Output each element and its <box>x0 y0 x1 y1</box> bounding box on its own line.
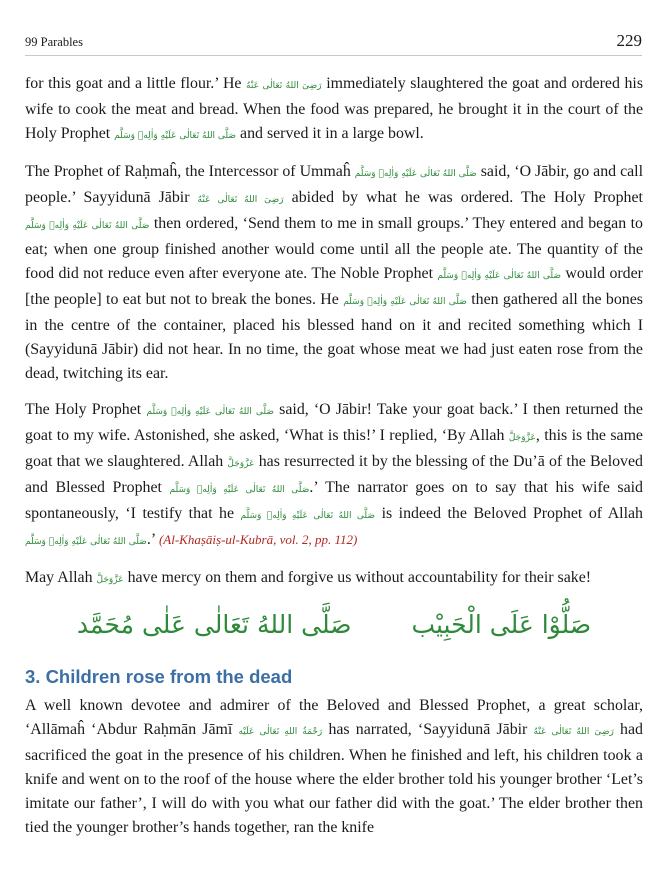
honorific-azza-wa-jal: عَزَّوَجَلَّ <box>96 575 124 585</box>
honorific-sallallahu: صَلَّی اللهُ تَعَالٰی عَلَیْهِ وَاٰلِهٖ وَسَلَّم <box>114 131 237 141</box>
text-segment: A well known devotee and admirer of the Beloved and Blessed Prophet, a great scholar, ‘Allāmaĥ ‘Abdur Raḥmān Jāmī <box>25 697 643 738</box>
honorific-sallallahu: صَلَّی اللهُ تَعَالٰی عَلَیْهِ وَاٰلِهٖ وَسَلَّم <box>25 221 150 231</box>
text-segment: would order [the people] to eat but not to break the bones. He <box>25 265 643 308</box>
page-content <box>25 72 643 840</box>
honorific-radi-allah: رَضِیَ اللهُ تَعَالٰی عَنْهُ <box>533 727 614 737</box>
durood-salu-alal-habib: صَلُّوْا عَلَی الْحَبِیْب <box>411 610 592 639</box>
citation: (Al-Khaṣāiṣ-ul-Kubrā, vol. 2, pp. 112) <box>158 532 358 547</box>
text-segment: has narrated, ‘Sayyidunā Jābir <box>328 721 528 738</box>
text-segment: had sacrificed the goat in the presence of his children. When he finished and left, his children took a knife and went on to the roof of the house where the elder brother told his younger brother ‘Let’s imitate our father’, I will do with you what our father did with the goat.’ The elder brother then tied the younger brother’s hands together, ran the knife <box>25 721 643 836</box>
text-segment: .’ <box>146 531 156 548</box>
text-segment: .’ The narrator goes on to say that his wife said spontaneously, ‘I testify that he <box>25 479 643 522</box>
honorific-sallallahu: صَلَّی اللهُ تَعَالٰی عَلَیْهِ وَاٰلِهٖ وَسَلَّم <box>25 537 147 547</box>
text-segment: , this is the same goat that we slaughtered. Allah <box>25 427 643 470</box>
section-heading: 3. Children rose from the dead <box>25 666 293 687</box>
honorific-sallallahu: صَلَّی اللهُ تَعَالٰی عَلَیْهِ وَاٰلِهٖ وَسَلَّم <box>240 511 376 521</box>
honorific-sallallahu: صَلَّی اللهُ تَعَالٰی عَلَیْهِ وَاٰلِهٖ وَسَلَّم <box>437 271 562 281</box>
paragraph <box>25 566 643 592</box>
honorific-radi-allah: رَضِیَ اللهُ تَعَالٰی عَنْهُ <box>246 81 322 91</box>
paragraph <box>25 160 643 386</box>
text-segment: have mercy on them and forgive us without accountability for their sake! <box>127 569 592 586</box>
text-segment: has resurrected it by the blessing of the Du’ā of the Beloved and Blessed Prophet <box>25 453 643 496</box>
text-segment: immediately slaughtered the goat and ordered his wife to cook the meat and bread. When the food was prepared, he brought it in the court of the Holy Prophet <box>25 75 644 142</box>
durood-sallallahu-ala-muhammad: صَلَّی اللهُ تَعَالٰی عَلٰی مُحَمَّد <box>76 610 352 639</box>
honorific-azza-wa-jal: عَزَّوَجَلَّ <box>508 433 536 443</box>
durood-line <box>25 606 643 646</box>
page-number: 229 <box>616 31 642 50</box>
honorific-sallallahu: صَلَّی اللهُ تَعَالٰی عَلَیْهِ وَاٰلِهٖ وَسَلَّم <box>169 485 310 495</box>
text-segment: then ordered, ‘Send them to me in small groups.’ They entered and began to eat; when one group finished another would come until all the people ate. The quantity of the food did not reduce even after everyone ate. The Noble Prophet <box>25 215 643 282</box>
honorific-radi-allah: رَضِیَ اللهُ تَعَالٰی عَنْهُ <box>197 195 284 205</box>
paragraph <box>25 694 643 840</box>
text-segment: then gathered all the bones in the centre of the container, placed his blessed hand on it and recited something which I (Sayyidunā Jābir) did not hear. In no time, the goat whose meat we had just eaten rose from the dead, twitching its ear. <box>25 291 643 382</box>
page-header <box>25 31 642 56</box>
text-segment: abided by what he was ordered. The Holy Prophet <box>291 189 643 206</box>
text-segment: The Holy Prophet <box>25 401 142 418</box>
text-segment: May Allah <box>25 569 93 586</box>
honorific-rahmatullah: رَحْمَةُ اللهِ تَعَالٰی عَلَیْه <box>238 727 323 737</box>
text-segment: said, ‘O Jābir! Take your goat back.’ I then returned the goat to my wife. Astonished, she asked, ‘What is this!’ I replied, ‘By Allah <box>25 401 643 444</box>
text-segment: for this goat and a little flour.’ He <box>25 75 242 92</box>
honorific-azza-wa-jal: عَزَّوَجَلَّ <box>227 459 255 469</box>
text-segment: The Prophet of Raḥmaĥ, the Intercessor of Ummaĥ <box>25 163 351 180</box>
book-title: 99 Parables <box>25 35 83 49</box>
honorific-sallallahu: صَلَّی اللهُ تَعَالٰی عَلَیْهِ وَاٰلِهٖ وَسَلَّم <box>343 297 467 307</box>
text-segment: said, ‘O Jābir, go and call people.’ Sayyidunā Jābir <box>25 163 644 206</box>
paragraph <box>25 72 643 148</box>
honorific-sallallahu: صَلَّی اللهُ تَعَالٰی عَلَیْهِ وَاٰلِهٖ وَسَلَّم <box>354 169 477 179</box>
honorific-sallallahu: صَلَّی اللهُ تَعَالٰی عَلَیْهِ وَاٰلِهٖ وَسَلَّم <box>146 407 275 417</box>
paragraph <box>25 398 643 554</box>
text-segment: and served it in a large bowl. <box>240 125 424 142</box>
text-segment: is indeed the Beloved Prophet of Allah <box>381 505 643 522</box>
